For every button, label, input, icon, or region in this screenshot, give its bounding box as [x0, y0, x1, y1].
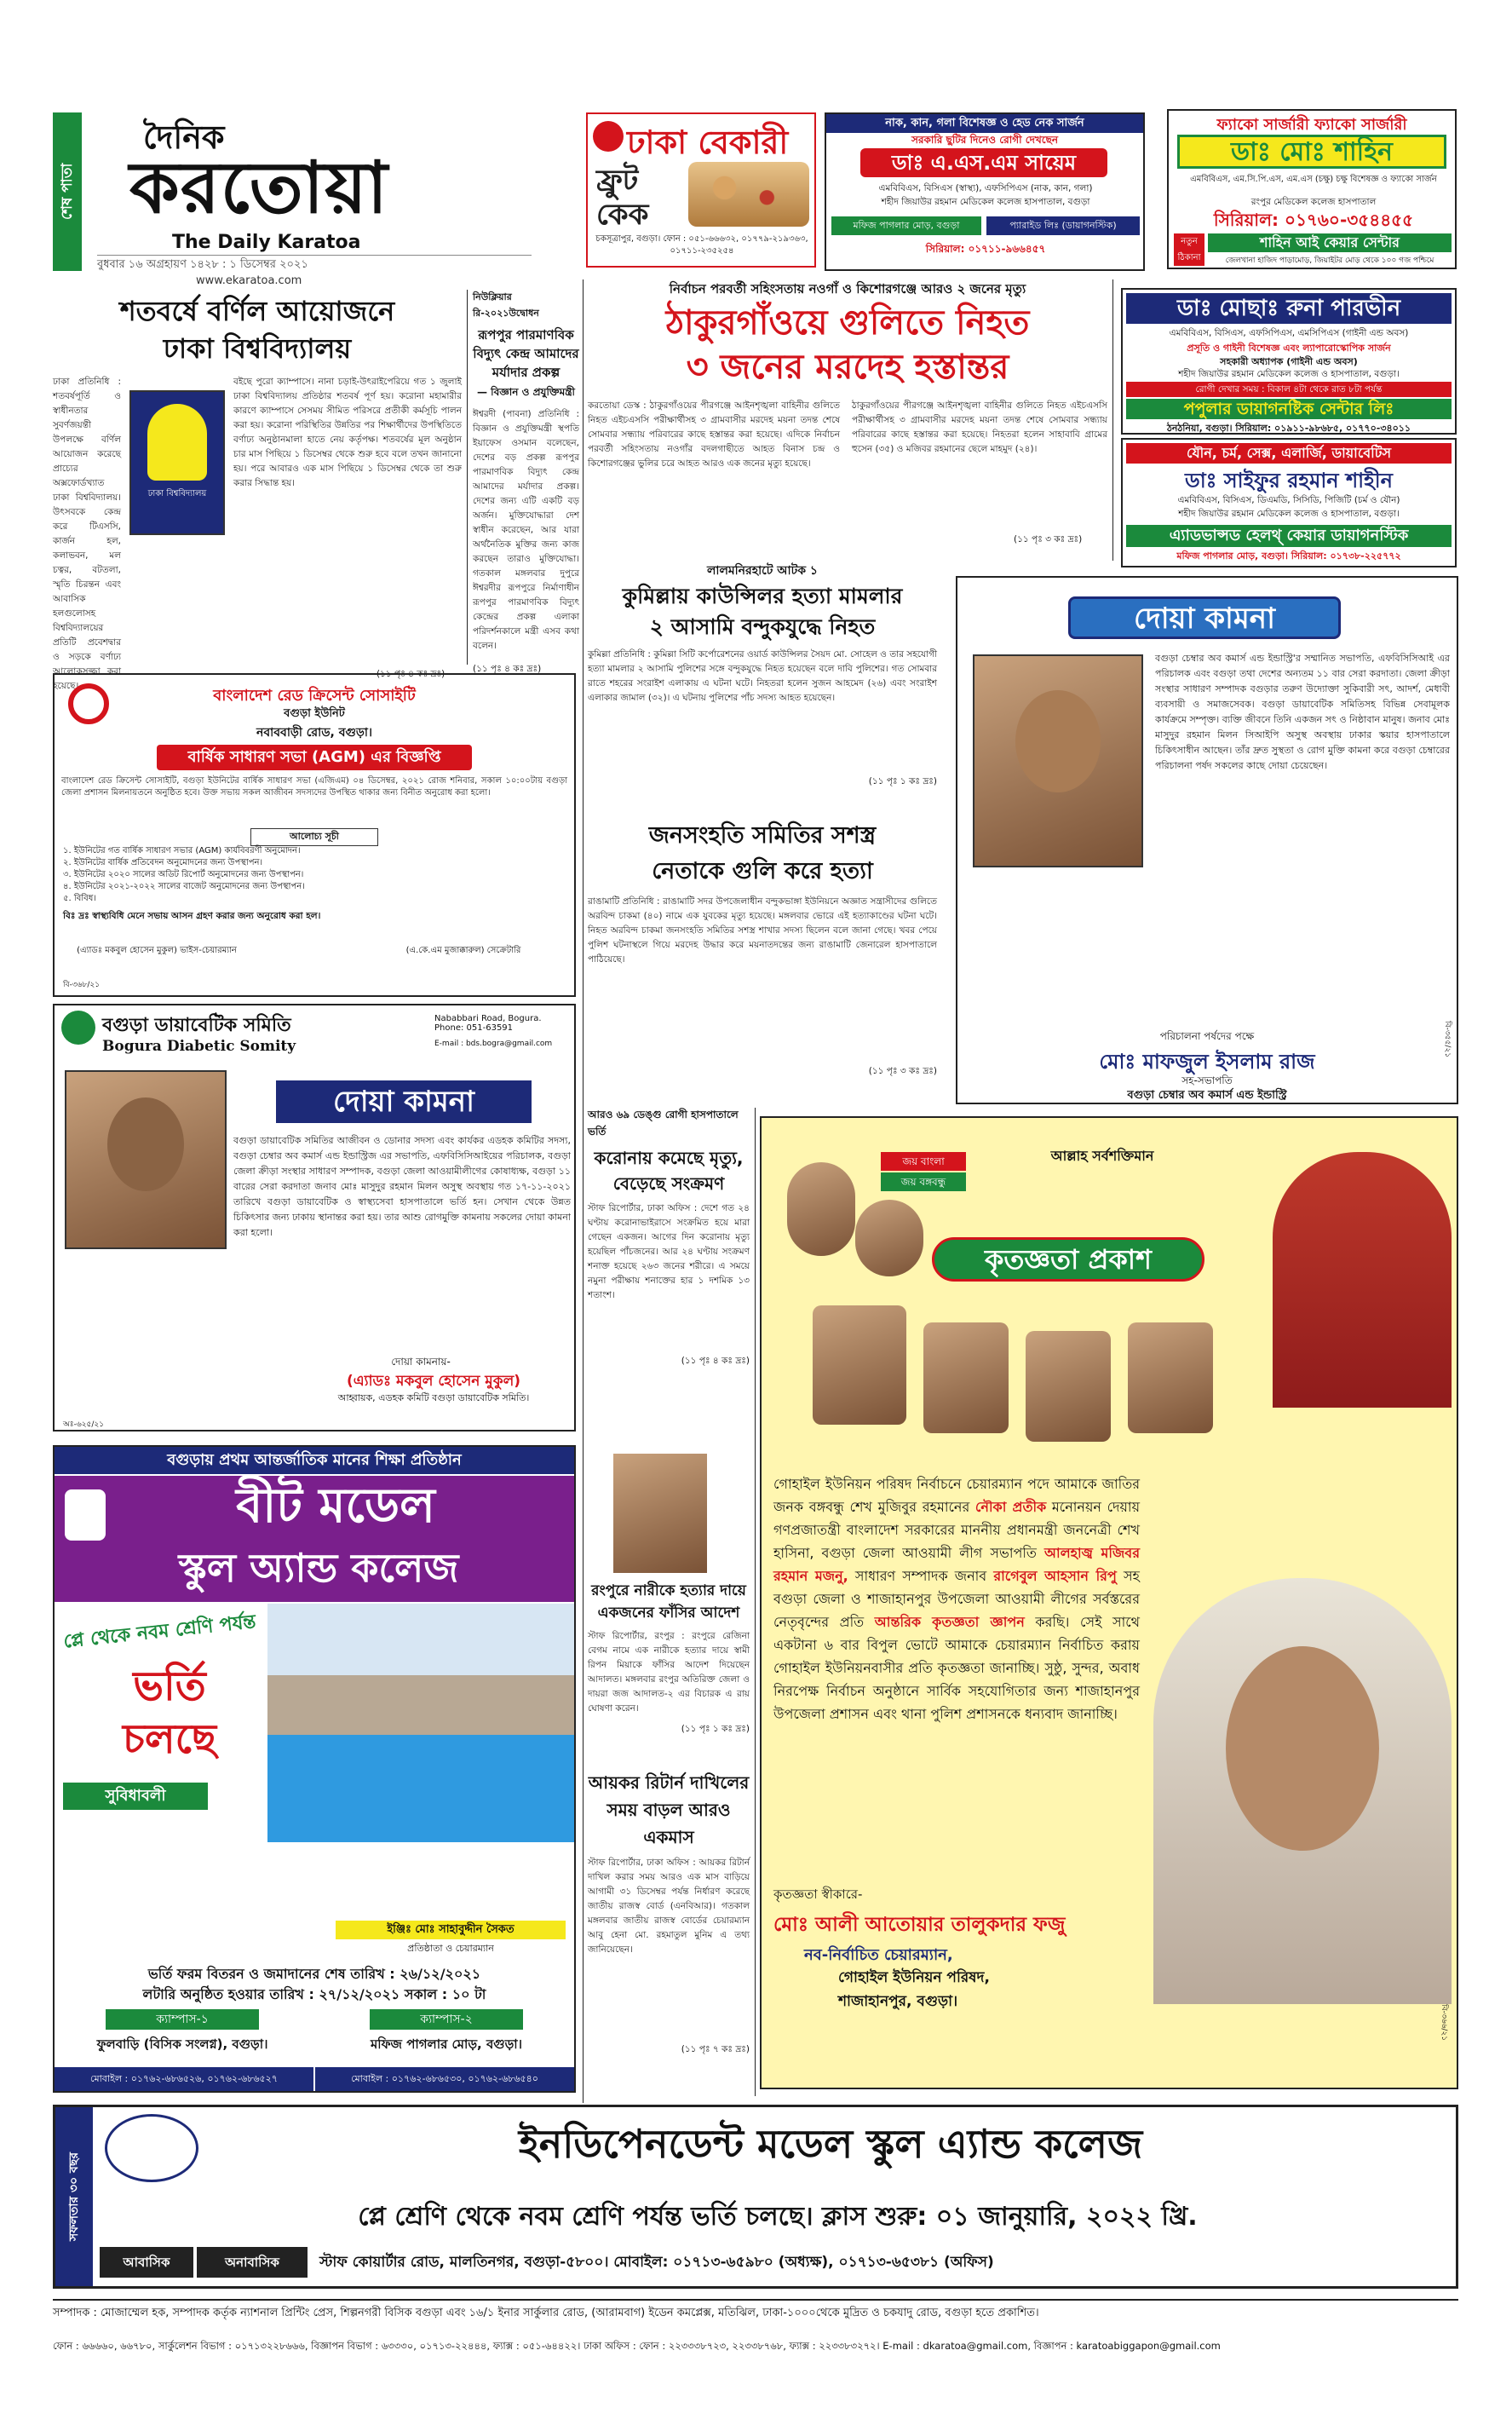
body-mid: মনোনয়ন দেয়ায় গণপ্রজাতন্ত্রী বাংলাদেশ সরকারের মাননীয় প্রধানমন্ত্রী জননেত্রী শেখ হাসিনা, বগুড়া জেলা আওয়ামী লীগ সভাপতি	[773, 1499, 1140, 1561]
pm-photo	[1273, 1152, 1452, 1408]
column-rule	[1112, 279, 1113, 561]
story-thakurgaon	[588, 279, 1107, 552]
kicker: আরও ৬৯ ডেঙ্গু রোগী হাসপাতালে ভর্তি	[588, 1109, 739, 1138]
column-rule	[467, 290, 468, 665]
ent-hospital: শহীদ জিয়াউর রহমান মেডিকেল কলেজ হাসপাতাল, বগুড়া	[881, 197, 1090, 207]
notice-heading: বার্ষিক সাধারণ সভা (AGM) এর বিজ্ঞপ্তি	[157, 745, 472, 770]
saifur-center: এ্যাডভান্সড হেলথ্‌ কেয়ার ডায়াগনস্টিক	[1126, 525, 1452, 547]
notice-code: বি-৩৬৮/২১	[63, 981, 101, 989]
notice-code: অঃ-৬২৫/২১	[63, 1420, 105, 1429]
agenda-item: ৪. ইউনিটের ২০২১-২০২২ সালের বাজেট অনুমোদনের জন্য উপস্থাপন।	[63, 882, 305, 891]
story-jump: (১১ পৃঃ ৭ কঃ দ্রঃ)	[681, 2044, 750, 2054]
campus-2-phone[interactable]: মোবাইল : ০১৭৬২-৬৮৬৫৩০, ০১৭৬২-৬৮৬৫৪০	[315, 2067, 574, 2091]
ent-diagnostic: প্যারাইড লিঃ (ডায়াগনস্টিক)	[986, 216, 1140, 235]
story-body: স্টাফ রিপোর্টার, ঢাকা অফিস : দেশে গত ২৪ ঘণ্টায় করোনাভাইরাসে সংক্রমিত হয়ে মারা গেছেন একজন। আগের দিন করোনায় মৃত্যু হয়েছিল পাঁচজনের। আর ২৪ ঘণ্টায় সংক্রমণ শনাক্ত হয়েছে ২৬৩ জনের শরীরে। এ সময়ে নমুনা পরীক্ষায় শনাক্তের হার ১ দশমিক ১৩ শতাংশ।	[588, 1203, 750, 1300]
facilities-title: সুবিধাবলী	[63, 1783, 208, 1810]
saifur-degrees: এমবিবিএস, বিসিএস, ডিএমডি, সিসিডি, পিজিটি (চর্ম ও যৌন)	[1177, 495, 1400, 505]
unit-name: বগুড়া ইউনিট	[284, 707, 345, 720]
signoff: দোয়া কামনায়-	[391, 1356, 451, 1368]
agenda-item: ৩. ইউনিটের ২০২০ সালের অডিট রিপোর্ট অনুমোদনের জন্য উপস্থাপন।	[63, 870, 304, 879]
tag-residential: আবাসিক	[100, 2247, 193, 2278]
lottery-date: লটারি অনুষ্ঠিত হওয়ার তারিখ : ২৭/১২/২০২১ সকাল : ১০ টা	[142, 1986, 486, 2002]
headline: রংপুরে নারীকে হত্যার দায়ে একজনের ফাঁসির আদেশ	[591, 1582, 746, 1622]
phaco-degrees: এমবিবিএস, এম.সি.পি.এস, এম.এস (চক্ষু) চক্ষু বিশেষজ্ঞ ও ফ্যাকো সার্জন	[1190, 175, 1437, 184]
story-dhaka-university	[53, 290, 462, 690]
signoff: কৃতজ্ঞতা স্বীকারে-	[773, 1887, 863, 1902]
phaco-hospital: রংপুর মেডিকেল কলেজ হাসপাতাল	[1250, 197, 1377, 207]
rubina-hospital: শহীদ জিয়াউর রহমান মেডিকেল কলেজ ও হাসপাতাল, বগুড়া।	[1178, 369, 1400, 379]
ent-chamber: মফিজ পাগলার মোড়, বগুড়া	[831, 216, 981, 235]
agenda-item: ২. ইউনিটের বার্ষিক প্রতিবেদন অনুমোদনের জন্য উপস্থাপন।	[63, 858, 263, 867]
bakery-ad	[586, 112, 816, 268]
campus-1-phone[interactable]: মোবাইল : ০১৭৬২-৬৮৬৫২৬, ০১৭৬২-৬৮৬৫২৭	[55, 2067, 313, 2091]
story-corona	[588, 1108, 750, 1449]
rubina-degrees: এমবিবিএস, বিসিএস, এফসিপিএস, এমসিপিএস (গাইনী এন্ড অবস)	[1169, 328, 1409, 338]
side-label	[53, 112, 82, 271]
signer-place: শাজাহানপুর, বগুড়া।	[838, 1993, 958, 2010]
headline: কুমিল্লায় কাউন্সিলর হত্যা মামলার	[622, 584, 903, 608]
story-body: রাঙামাটি প্রতিনিধি : রাঙামাটি সদর উপজেলাধীন বন্দুকভাঙ্গা ইউনিয়নে অজ্ঞাত সন্ত্রাসীদের গুলিতে অরবিন্দ চাকমা (৪০) নামে এক যুবকের মৃত্যু হয়েছে। মঙ্গলবার ভোরে এই হত্যাকাণ্ডের ঘটনা ঘটে। নিহত অরবিন্দ চাকমা জনসংহতি সমিতির সশস্ত্র শাখার সদস্য ছিলেন বলে জানা গেছে। খবর পেয়ে পুলিশ ঘটনাস্থলে গিয়ে মরদেহ উদ্ধার করে ময়নাতদন্তের জন্য রাঙামাটি জেনারেল হাসপাতালে পাঠিয়েছে।	[588, 896, 937, 965]
phaco-doctor: ডাঃ মোঃ শাহিন	[1177, 135, 1446, 169]
headline-line2: ঢাকা বিশ্ববিদ্যালয়	[163, 332, 352, 365]
story-lead: ঢাকা প্রতিনিধি : শতবর্ষপূর্তি ও স্বাধীনতার সুবর্ণজয়ন্তী উপলক্ষে বর্ণিল আয়োজন করেছে প্রাচ্যের অক্সফোর্ডখ্যাত ঢাকা বিশ্ববিদ্যালয়। উৎসবকে কেন্দ্র করে টিএসসি, কার্জন হল, কলাভবন, মল চত্বর, বটতলা, স্মৃতি চিরন্তন এবং আবাসিক হলগুলোসহ বিশ্ববিদ্যালয়ের প্রতিটি প্রবেশদ্বার ও সড়কে বর্ণাঢ্য আলোকসজ্জা করা হয়েছে।	[53, 377, 121, 691]
independent-school-ad	[53, 2105, 1458, 2289]
story-jump: (১১ পৃঃ ৪ কঃ দ্রঃ)	[377, 669, 446, 679]
class-range: প্লে থেকে নবম শ্রেণি পর্যন্ত	[62, 1611, 257, 1653]
agenda-list	[63, 845, 566, 905]
notice-body: বাংলাদেশ রেড ক্রিসেন্ট সোসাইটি, বগুড়া ইউনিটের বার্ষিক সাধারণ সভা (এজিএম) ০৪ ডিসেম্বর, ২০২১ রোজ শনিবার, সকাল ১০:০০টায় বগুড়া জেলা প্রশাসন মিলনায়তনে অনুষ্ঠিত হবে। উক্ত সভায় সকল আজীবন সদস্যদের উপস্থিত থাকার জন্য বিনীত অনুরোধ করা হলো।	[61, 776, 567, 798]
school-address[interactable]: স্টাফ কোয়ার্টার রোড, মালতিনগর, বগুড়া-৫৮০০। মোবাইল: ০১৭১৩-৬৫৯৮০ (অধ্যক্ষ), ০১৭১৩-৬৫৩৮১ (অফিস)	[319, 2254, 994, 2271]
slogan-1: জয় বাংলা	[881, 1152, 966, 1171]
imprint-line-1: সম্পাদক : মোজাম্মেল হক, সম্পাদক কর্তৃক ন্যাশনাল প্রিন্টিং প্রেস, শিল্পনগরী বিসিক বগুড়া এবং ১৬/১ ইনার সার্কুলার রোড, (আরামবাগ) ইডেন কমপ্লেক্স, মতিঝিল, ঢাকা-১০০০থেকে মুদ্রিত ও চকযাদু রোড, বগুড়া হতে প্রকাশিত।	[53, 2307, 1039, 2319]
story-body: ঈশ্বরদী (পাবনা) প্রতিনিধি : বিজ্ঞান ও প্রযুক্তিমন্ত্রী স্থপতি ইয়াফেস ওসমান বলেছেন, দেশের বড় প্রকল্প রূপপুর পারমাণবিক বিদ্যুৎ কেন্দ্র আমাদের মর্যাদার প্রকল্প। দেশের জন্য এটি একটি বড় অর্জন। মুক্তিযোদ্ধারা দেশ স্বাধীন করেছেন, আর যারা অর্থনৈতিক মুক্তির জন্য কাজ করছেন তারাও মুক্তিযোদ্ধা। গতকাল মঙ্গলবার দুপুরে ঈশ্বরদীর রূপপুরে নির্মাণাধীন রূপপুর পারমাণবিক বিদ্যুৎ কেন্দ্রের প্রকল্প এলাকা পরিদর্শনকালে মন্ত্রী এসব কথা বলেন।	[473, 409, 579, 651]
agenda-item: ১. ইউনিটের গত বার্ষিক সাধারণ সভার (AGM) কার্যবিবরণী অনুমোদন।	[63, 846, 301, 855]
rubina-spec: প্রসূতি ও গাইনী বিশেষজ্ঞ এবং ল্যাপারোস্কোপিক সার্জন	[1187, 343, 1391, 354]
masthead-name: করতোয়া	[129, 146, 388, 229]
ent-sub: সরকারি ছুটির দিনেও রোগী দেখছেন	[911, 134, 1059, 146]
side-label-text: শেষ পাতা	[59, 163, 76, 221]
org-email: E-mail : bds.bogra@gmail.com	[434, 1040, 553, 1048]
story-col-1: করতোয়া ডেস্ক : ঠাকুরগাঁওয়ের পীরগঞ্জে আইনশৃঙ্খলা বাহিনীর গুলিতে নিহত এইচএসসি পরীক্ষার্থীসহ ৩ গ্রামবাসীর মরদেহ ময়না তদন্ত শেষে সোমবার সন্ধ্যায় পরিবারের কাছে হস্তান্তর করা হয়েছে। এদিকে নির্বাচন পরবর্তী সহিংসতায় নওগাঁর বদলগাছীতে আহত বিনাস চন্দ্র ও কিশোরগঞ্জের ভুলির চরে আহত আরও এক জনের মৃত্যু হয়েছে।	[588, 400, 840, 469]
notice-body: বগুড়া ডায়াবেটিক সমিতির আজীবন ও ডোনার সদস্য এবং কার্যকর এডহক কমিটির সদস্য, বগুড়া চেম্বার অব কমার্স এন্ড ইন্ডাস্ট্রিজ এর সভাপতি, এফবিসিসিআইয়ের পরিচালক, বগুড়া জেলা ক্রীড়া সংস্থার সাধারণ সম্পাদক, বগুড়া জেলা আওয়ামীলীগের কোষাধ্যক্ষ, বগুড়া ১১ বারের সেরা করদাতা জনাব মোঃ মাসুদুর রহমান মিলন অসুস্থ অবস্থায় গত ১৭-১১-২০২১ তারিখে বগুড়া ডায়াবেটিক ও স্বাস্থ্যসেবা হাসপাতালে ভর্তি হন। সেখান থেকে উন্নত চিকিৎসার জন্য ঢাকায় স্থানান্তর করা হয়। তার আশু রোগমুক্তি কামনায় সকলের দোয়া কামনা করা হলো।	[233, 1135, 571, 1238]
person-photo	[65, 1070, 227, 1249]
name-1: আলহাজ্ব মজিবর রহমান মজনু,	[773, 1545, 1141, 1584]
signoff: পরিচালনা পর্ষদের পক্ষে	[1159, 1030, 1255, 1042]
story-body: স্টাফ রিপোর্টার, রংপুর : রংপুরে রেজিনা বেগম নামে এক নারীকে হত্যার দায়ে স্বামী রিপন মিয়াকে ফাঁসির আদেশ দিয়েছেন আদালত। মঙ্গলবার রংপুর অতিরিক্ত জেলা ও দায়রা জজ আদালত-২ এর বিচারক এ রায় ঘোষণা করেন।	[588, 1631, 750, 1714]
rubina-center: পপুলার ডায়াগনষ্টিক সেন্টার লিঃ	[1126, 399, 1452, 419]
address: নবাববাড়ী রোড, বগুড়া।	[256, 726, 372, 740]
body-mid-2: সাধারণ সম্পাদক জনাব	[854, 1568, 987, 1584]
body-mid-3: সহ বগুড়া জেলা ও শাজাহানপুর উপজেলা আওয়ামী লীগের সর্বস্তরের নেতৃবৃন্দের প্রতি	[773, 1568, 1140, 1630]
school-name-2: স্কুল অ্যান্ড কলেজ	[178, 1545, 459, 1591]
school-building-image	[267, 1604, 574, 1842]
bismillah: আল্লাহ সর্বশক্তিমান	[1050, 1148, 1154, 1164]
agenda-item: ৫. বিবিধ।	[63, 894, 96, 903]
story-jump: (১১ পৃঃ ৩ কঃ দ্রঃ)	[868, 1066, 937, 1076]
convict-photo	[613, 1454, 707, 1573]
org-address: Nababbari Road, Bogura. Phone: 051-63591	[434, 1014, 542, 1033]
gratitude-ad	[760, 1116, 1458, 2089]
campus-2-label: ক্যাম্পাস-২	[370, 2009, 523, 2030]
org-name: বাংলাদেশ রেড ক্রিসেন্ট সোসাইটি	[213, 687, 416, 705]
saifur-heading: যৌন, চর্ম, সেক্স, এলার্জি, ডায়াবেটিস	[1126, 443, 1452, 464]
saifur-phone: মফিজ পাগলার মোড়, বগুড়া। সিরিয়াল: ০১৭৩৮-২২৫৭৭২	[1176, 550, 1401, 562]
kicker: নির্বাচন পরবর্তী সহিংসতায় নওগাঁ ও কিশোরগঞ্জে আরও ২ জনের মৃত্যু	[669, 281, 1026, 297]
red-crescent-notice	[53, 673, 576, 997]
story-jump: (১১ পৃঃ ১ কঃ দ্রঃ)	[868, 776, 937, 786]
headline-line2: ২ আসামি বন্দুকযুদ্ধে নিহত	[649, 614, 876, 639]
campus-1-address: ফুলবাড়ি (বিসিক সংলগ্ন), বগুড়া।	[96, 2036, 268, 2052]
chamber-prayer-notice	[956, 576, 1458, 1104]
notice-code: বি-৩৬৬/২১	[1440, 2004, 1448, 2042]
admission-line: প্লে শ্রেণি থেকে নবম শ্রেণি পর্যন্ত ভর্তি চলছে। ক্লাস শুরু: ০১ জানুয়ারি, ২০২২ খ্রি.	[358, 2202, 1198, 2232]
notice-heading: কৃতজ্ঞতা প্রকাশ	[932, 1237, 1204, 1282]
bakery-logo-icon	[593, 121, 624, 152]
ent-doctor-ad	[825, 112, 1145, 271]
headline: রূপপুর পারমাণবিক বিদ্যুৎ কেন্দ্র আমাদের মর্যাদার প্রকল্প	[473, 327, 579, 380]
logo-emblem-icon	[147, 404, 207, 481]
name-2: রাগেবুল আহসান রিপু	[993, 1568, 1117, 1584]
leader-photo-2	[855, 1200, 923, 1276]
chairman-photo	[1153, 1578, 1452, 2004]
founder-name: ইঞ্জিঃ মোঃ সাহাবুদ্দীন সৈকত	[336, 1921, 566, 1939]
photo-face-icon	[1226, 1646, 1379, 1851]
ent-heading: নাক, কান, গলা বিশেষজ্ঞ ও হেড নেক সার্জন	[826, 114, 1143, 133]
headline-line2: নেতাকে গুলি করে হত্যা	[652, 858, 873, 884]
school-logo-icon	[65, 1489, 106, 1541]
ent-degrees: এমবিবিএস, বিসিএস (স্বাস্থ্য), এফসিপিএস (নাক, কান, গলা)	[878, 183, 1093, 193]
bakery-title: ঢাকা বেকারী	[627, 124, 789, 161]
slogan-2: জয় বঙ্গবন্ধু	[881, 1172, 966, 1191]
school-banner: বগুড়ায় প্রথম আন্তর্জাতিক মানের শিক্ষা প্রতিষ্ঠান	[55, 1447, 574, 1474]
body-end: করছি। সেই সাথে একটানা ৬ বার বিপুল ভোটে আমাকে চেয়ারম্যান নির্বাচিত করায় গোহাইল ইউনিয়নবাসীর প্রতি কৃতজ্ঞতা জানাচ্ছি। সুষ্ঠু, সুন্দর, অবাধ নিরপেক্ষ নির্বাচন অনুষ্ঠানে সার্বিক সহযোগিতার জন্য শাজাহানপুর উপজেলা প্রশাসন এবং থানা পুলিশ প্রশাসনকে ধন্যবাদ জানাচ্ছি।	[773, 1614, 1141, 1722]
signer-title: নব-নির্বাচিত চেয়ারম্যান,	[804, 1946, 953, 1964]
notice-body: বগুড়া চেম্বার অব কমার্স এন্ড ইন্ডাস্ট্রি'র সম্মানিত সভাপতি, এফবিসিসিআই এর পরিচালক এবং বগুড়া তথা দেশের অন্যতম ১১ বার সেরা করদাতা। জেলা ক্রীড়া সংস্থার সাধারণ সম্পাদক বগুড়ার তরুণ উদ্যোক্তা সুকিবারী সৎ, আদর্শ, মেধাবী ব্যবসায়ী ও সমাজসেবক। বগুড়া ডায়াবেটিক সমিতিসহ বিভিন্ন সেবামূলক কার্যক্রমে সম্পৃক্ত। ব্যক্তি জীবনে তিনি একজন সৎ ও নিষ্ঠাবান মানুষ। জনাব মোঃ মাসুদুর রহমান মিলন সিআইপি অসুস্থ অবস্থায় ঢাকার স্কয়ার হাসপাতালে চিকিৎসাধীন আছেন। তাঁর দ্রুত সুস্থতা ও রোগ মুক্তি কামনা করে বগুড়া চেম্বারের পরিচালনা পর্ষদ সকলের কাছে দোয়া চেয়েছেন।	[1155, 653, 1450, 771]
admission-open: ভর্তি চলছে	[122, 1662, 217, 1763]
founder-title: প্রতিষ্ঠাতা ও চেয়ারম্যান	[407, 1943, 494, 1954]
rubina-post: সহকারী অধ্যাপক (গাইনী এন্ড অবস)	[1220, 356, 1358, 367]
campus-2-address: মফিজ পাগলার মোড়, বগুড়া।	[370, 2036, 523, 2052]
story-tax	[588, 1769, 750, 2089]
story-janasanghati	[588, 818, 937, 1099]
heartfelt: আন্তরিক কৃতজ্ঞতা জ্ঞাপন	[874, 1614, 1025, 1630]
signer-name: (এ্যাডঃ মকবুল হোসেন মুকুল)	[346, 1373, 521, 1390]
masthead-name-en: The Daily Karatoa	[172, 232, 361, 253]
phaco-center: শাহিন আই কেয়ার সেন্টার	[1208, 233, 1452, 252]
symbol: নৌকা প্রতীক	[974, 1499, 1047, 1515]
column-rule	[583, 279, 584, 2103]
school-name-1: বীট মডেল	[236, 1478, 435, 1534]
leader-photo-4	[923, 1322, 1009, 1433]
headline: ঠাকুরগাঁওয়ে গুলিতে নিহত	[665, 302, 1030, 343]
story-rangpur	[588, 1454, 750, 1735]
imprint-line-2: ফোন : ৬৬৬৬০, ৬৬৭৮০, সার্কুলেশন বিভাগ : ০১৭১৩২২৮৬৬৬, বিজ্ঞাপন বিভাগ : ৬৩৩৩০, ০১৭১৩-২২৪৪৪, ফ্যাক্স : ০৫১-৬৪৪২২। ঢাকা অফিস : ফোন : ২২৩৩৩৮৭২৩, ২২৩৩৮৭৬৮, ফ্যাক্স : ২২৩৩৮৩২৭২। E-mail : dkaratoa@gmail.com, বিজ্ঞাপন : karatoabiggapon@gmail.com	[53, 2340, 1221, 2352]
signer-title: আহ্বায়ক, এডহক কমিটি বগুড়া ডায়াবেটিক সমিতি।	[337, 1392, 530, 1403]
school-name-panel	[55, 1476, 574, 1602]
phaco-heading: ফ্যাকো সার্জারী ফ্যাকো সার্জারী	[1216, 116, 1407, 134]
column-rule	[755, 1108, 756, 2096]
leader-photo-5	[1026, 1331, 1111, 1442]
signature-2: (এ.কে.এম মুজাক্কারুল) সেক্রেটারি	[405, 946, 521, 955]
photo-face-icon	[1015, 690, 1101, 792]
org-logo-icon	[61, 1011, 95, 1045]
phaco-phone: সিরিয়াল: ০১৭৬০-৩৫৪৪৫৫	[1213, 210, 1414, 230]
headline: জনসংহতি সমিতির সশস্ত্র	[648, 822, 877, 849]
kicker: লালমনিরহাটে আটক ১	[706, 564, 818, 578]
signer-org: গোহাইল ইউনিয়ন পরিষদ,	[838, 1969, 990, 1986]
story-body: বইছে পুরো ক্যাম্পাসে। নানা চড়াই-উৎরাইপেরিয়ে গত ১ জুলাই ঢাকা বিশ্ববিদ্যালয় প্রতিষ্ঠার শতবর্ষ পূর্ণ হয়। করোনা মহামারীর কারণে ক্যাম্পাসে সেসময় সীমিত পরিসরে প্রতীকী কর্মসূচি পালন করা হয়। করোনা পরিস্থিতির উন্নতির পর শিক্ষার্থীদের উপস্থিতিতে বর্ণাঢ্য অনুষ্ঠানমালা হাতে নেয় কর্তৃপক্ষ। শতবর্ষের মূল অনুষ্ঠান চার মাস পিছিয়ে ১ ডিসেম্বর থেকে শুরু হবে বলে তখন জানানো হয়। পরে আবারও এক মাস পিছিয়ে ১ ডিসেম্বর থেকে তা শুরু করার সিদ্ধান্ত হয়।	[233, 377, 462, 488]
tag-nonresidential: অনাবাসিক	[197, 2247, 308, 2278]
logo-caption: ঢাকা বিশ্ববিদ্যালয়	[147, 489, 207, 498]
agenda-title: আলোচ্য সূচী	[250, 828, 378, 846]
story-jump: (১১ পৃঃ ৪ কঃ দ্রঃ)	[681, 1356, 750, 1366]
side-badge	[55, 2107, 93, 2286]
phaco-center-label: নতুন ঠিকানা	[1174, 233, 1204, 266]
org-name-en: Bogura Diabetic Somity	[102, 1038, 296, 1055]
phaco-doctor-ad	[1167, 109, 1457, 269]
ent-doctor: ডাঃ এ.এস.এম সায়েম	[860, 148, 1107, 177]
dhaka-university-logo	[129, 390, 225, 535]
imprint-rule	[53, 2299, 1458, 2301]
notice-heading: দোয়া কামনা	[276, 1080, 532, 1123]
leader-photo-1	[787, 1162, 855, 1256]
kicker: নিউক্লিয়ার রি-২০২১উদ্বোধন	[473, 291, 539, 319]
saifur-doctor-ad	[1121, 438, 1457, 567]
cake-image	[688, 162, 809, 227]
headline-line2: ৩ জনের মরদেহ হস্তান্তর	[686, 347, 1009, 387]
gratitude-body	[773, 1472, 1140, 1725]
ent-phone: সিরিয়াল: ০১৭১১-৯৬৬৪৫৭	[925, 243, 1046, 255]
signature-1: (এ্যাডঃ মকবুল হোসেন মুকুল) ভাইস-চেয়ারম্যান	[77, 946, 237, 955]
diabetic-somity-notice	[53, 1004, 576, 1432]
side-badge-text: সফলতার ৩০ বছর	[67, 2152, 81, 2242]
story-body: স্টাফ রিপোর্টার, ঢাকা অফিস : আয়কর রিটার্ন দাখিল করার সময় আরও এক মাস বাড়িয়ে আগামী ৩১ ডিসেম্বর পর্যন্ত নির্ধারণ করেছে জাতীয় রাজস্ব বোর্ড (এনবিআর)। গতকাল মঙ্গলবার জাতীয় রাজস্ব বোর্ডের চেয়ারম্যান আবু হেনা মো. রহমাতুল মুনিম এ তথ্য জানিয়েছেন।	[588, 1858, 750, 1955]
saifur-hospital: শহীদ জিয়াউর রহমান মেডিকেল কলেজ ও হাসপাতাল, বগুড়া।	[1178, 509, 1400, 519]
story-comilla	[588, 561, 937, 808]
rubina-doctor: ডাঃ মোছাঃ রুনা পারভীন	[1126, 293, 1452, 324]
story-jump: (১১ পৃঃ ১ কঃ দ্রঃ)	[681, 1724, 750, 1734]
notice-code: বি-৩৫৫/২১	[1443, 1021, 1452, 1058]
school-name: ইনডিপেনডেন্ট মডেল স্কুল এ্যান্ড কলেজ	[518, 2121, 1143, 2167]
body-intro: গোহাইল ইউনিয়ন পরিষদ নির্বাচনে চেয়ারম্যান পদে আমাকে জাতির জনক বঙ্গবন্ধু শেখ মুজিবুর রহমানের	[773, 1476, 1140, 1515]
masthead-prefix: দৈনিক	[143, 118, 225, 156]
headline: আয়কর রিটার্ন দাখিলের সময় বাড়ল আরও একমাস	[588, 1772, 750, 1847]
notice-note: বিঃ দ্রঃ স্বাস্থ্যবিধি মেনে সভায় আসন গ্রহণ করার জন্য অনুরোধ করা হল।	[63, 911, 321, 921]
photo-face-icon	[107, 1097, 184, 1191]
beat-model-school-ad	[53, 1445, 576, 2093]
admission-deadline: ভর্তি ফরম বিতরন ও জমাদানের শেষ তারিখ : ২৬/১২/২০২১	[147, 1966, 481, 1982]
phaco-center-addr: জেলখানা হাজিদ পাড়ামোড়, জিয়াইটর মোড় থেকে ১০০ গজ পশ্চিমে	[1225, 256, 1434, 265]
leader-photo-3	[813, 1305, 906, 1425]
masthead-website[interactable]: www.ekaratoa.com	[196, 274, 302, 287]
headline: শতবর্ষে বর্ণিল আয়োজনে	[119, 295, 395, 327]
story-rooppur	[473, 290, 579, 690]
campus-1-label: ক্যাম্পাস-১	[106, 2009, 259, 2030]
org-name-bn: বগুড়া ডায়াবেটিক সমিতি	[102, 1015, 291, 1036]
story-jump: (১১ পৃঃ ৪ কঃ দ্রঃ)	[473, 664, 542, 674]
signer-title: সহ-সভাপতি	[1181, 1074, 1233, 1086]
masthead	[53, 112, 535, 274]
rubina-time: রোগী দেখার সময় : বিকাল ৪টা থেকে রাত ৮টা পর্যন্ত	[1126, 382, 1452, 397]
story-jump: (১১ পৃঃ ৩ কঃ দ্রঃ)	[1014, 534, 1083, 544]
leader-photo-6	[1128, 1322, 1213, 1433]
notice-heading: দোয়া কামনা	[1068, 596, 1341, 639]
bakery-address: চকসূত্রাপুর, বগুড়া। ফোন : ০৫১-৬৬৬৩২, ০১৭৭৯-২১৯৩৬৩, ০১৭১১-২৩৫২৫৪	[595, 234, 808, 256]
rubina-doctor-ad	[1121, 288, 1457, 435]
signer-name: মোঃ আলী আতোয়ার তালুকদার ফজু	[773, 1914, 1066, 1936]
person-photo	[973, 654, 1143, 867]
signer-name: মোঃ মাফজুল ইসলাম রাজ	[1099, 1050, 1315, 1074]
byline: — বিজ্ঞান ও প্রযুক্তিমন্ত্রী	[477, 386, 575, 398]
story-body: কুমিল্লা প্রতিনিধি : কুমিল্লা সিটি কর্পোরেশনের ওয়ার্ড কাউন্সিলর সৈয়দ মো. সোহেল ও তার সহযোগী হত্যা মামলার ২ আসামি পুলিশের সঙ্গে বন্দুকযুদ্ধে নিহত হয়েছেন বলে দাবি পুলিশের। গত সোমবার রাতে শহরের সংরাইশ এলাকায় এ ঘটনা ঘটে। নিহতরা হলেন সুজন আহমেদ (২৬) এবং সংরাইশ এলাকার জামাল (৩২)। এ ঘটনায় পুলিশের পাঁচ সদস্য আহত হয়েছেন।	[588, 649, 937, 703]
school-logo-icon	[105, 2114, 198, 2182]
rubina-phone: ঠনঠনিয়া, বগুড়া। সিরিয়াল: ০১৯১১-৯৮৬৮৫, ০১৭৭০-৩৪০১১	[1166, 423, 1411, 434]
signer-org: বগুড়া চেম্বার অব কমার্স এন্ড ইন্ডাস্ট্রি	[1127, 1089, 1287, 1102]
story-col-2: ঠাকুরগাঁওয়ের পীরগঞ্জে আইনশৃঙ্খলা বাহিনীর গুলিতে নিহত এইচএসসি পরীক্ষার্থীসহ ৩ গ্রামবাসীর মরদেহ ময়না তদন্ত শেষে সোমবার সন্ধ্যায় পরিবারের কাছে হস্তান্তর করা হয়েছে। নিহতরা হলেন সাহাবাবি গ্রামের হুসেন (৩৫) ও মজিবর রহমানের ছেলে মাহমুদ (২৪)।	[852, 400, 1107, 454]
masthead-date: বুধবার ১৬ অগ্রহায়ণ ১৪২৮ : ১ ডিসেম্বর ২০২১	[97, 255, 532, 274]
headline: করোনায় কমেছে মৃত্যু, বেড়েছে সংক্রমণ	[594, 1148, 744, 1194]
bakery-product: ফ্রুট কেক	[596, 164, 649, 232]
saifur-doctor: ডাঃ সাইফুর রহমান শাহীন	[1185, 469, 1393, 493]
